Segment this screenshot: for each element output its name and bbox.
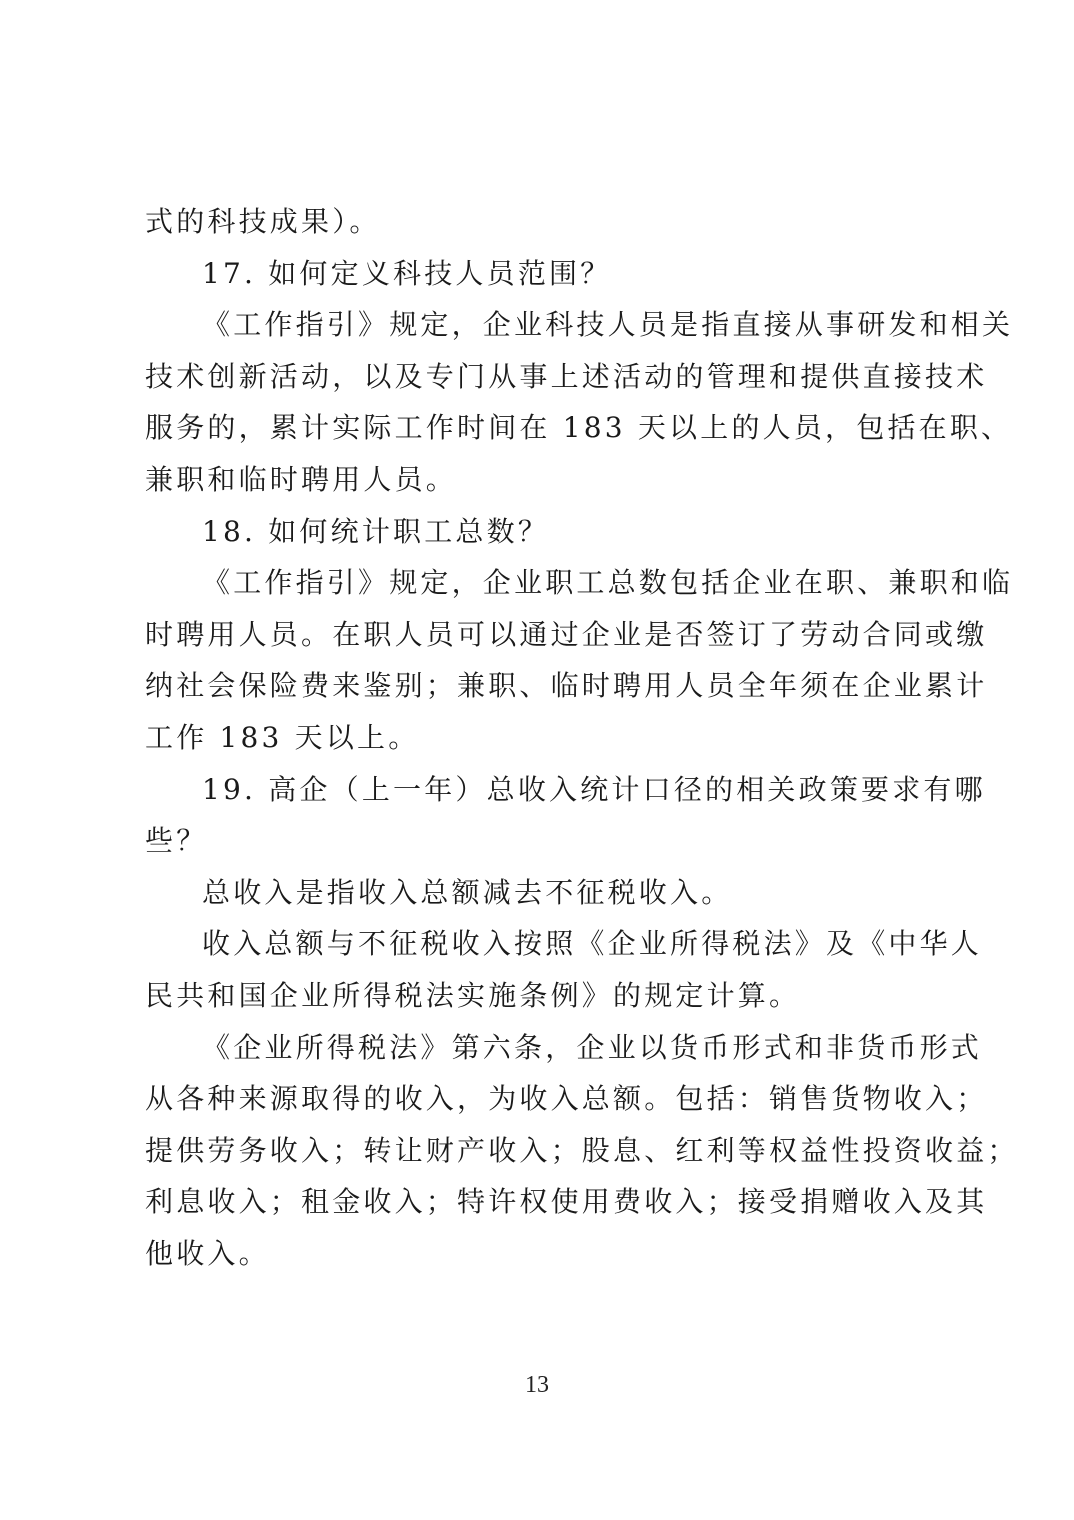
text-line: 民共和国企业所得税法实施条例》的规定计算。 <box>145 978 801 1012</box>
page-number: 13 <box>525 1372 549 1398</box>
text-line: 总收入是指收入总额减去不征税收入。 <box>202 875 733 909</box>
text-line: 《企业所得税法》第六条，企业以货币形式和非货币形式 <box>202 1030 983 1064</box>
text-line: 服务的，累计实际工作时间在 183 天以上的人员，包括在职、 <box>145 411 1013 445</box>
text-line: 提供劳务收入；转让财产收入；股息、红利等权益性投资收益； <box>145 1133 1019 1167</box>
question-heading-18: 18. 如何统计职工总数？ <box>202 514 550 548</box>
text-line: 技术创新活动，以及专门从事上述活动的管理和提供直接技术 <box>145 359 988 393</box>
text-line: 纳社会保险费来鉴别；兼职、临时聘用人员全年须在企业累计 <box>145 669 988 703</box>
text-line: 兼职和临时聘用人员。 <box>145 462 458 496</box>
text-line: 《工作指引》规定，企业职工总数包括企业在职、兼职和临 <box>202 566 1014 600</box>
text-line: 他收入。 <box>145 1236 270 1270</box>
question-heading-17: 17. 如何定义科技人员范围？ <box>202 256 612 290</box>
text-line: 些？ <box>145 824 208 858</box>
text-line: 《工作指引》规定，企业科技人员是指直接从事研发和相关 <box>202 308 1014 342</box>
text-line: 从各种来源取得的收入，为收入总额。包括：销售货物收入； <box>145 1082 988 1116</box>
text-line: 式的科技成果）。 <box>145 205 381 238</box>
text-line: 利息收入；租金收入；特许权使用费收入；接受捐赠收入及其 <box>145 1185 988 1219</box>
text-line: 时聘用人员。在职人员可以通过企业是否签订了劳动合同或缴 <box>145 617 988 651</box>
question-heading-19: 19. 高企（上一年）总收入统计口径的相关政策要求有哪 <box>202 772 986 806</box>
text-line: 工作 183 天以上。 <box>145 720 420 754</box>
body-text <box>145 196 1019 1279</box>
text-line: 收入总额与不征税收入按照《企业所得税法》及《中华人 <box>202 927 983 961</box>
